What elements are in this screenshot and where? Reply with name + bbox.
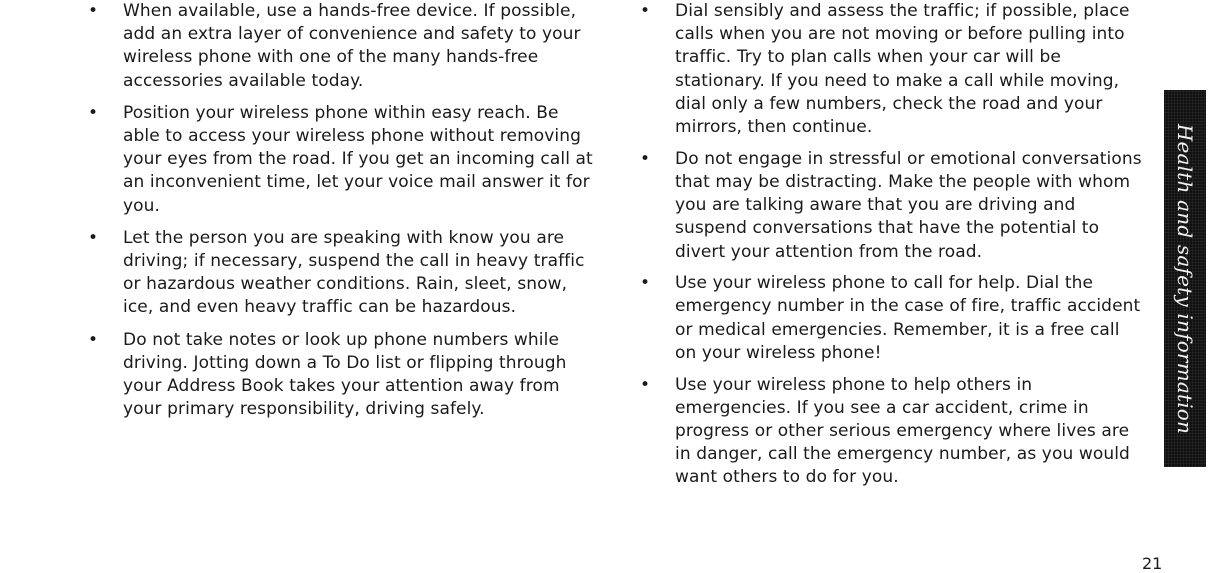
- list-item: • Use your wireless phone to help others in emergencies. If you see a car accident, crime in progress or other serious emergency where lives are in danger, call the emergency number, as you would want others to do for you.: [640, 374, 1145, 490]
- list-item: • Do not take notes or look up phone numbers while driving. Jotting down a To Do list or flipping through your Address Book takes your attention away from your primary responsibility, driving safely.: [88, 329, 593, 422]
- right-bullet-list: [640, 0, 1145, 498]
- list-item: • Position your wireless phone within easy reach. Be able to access your wireless phone without removing your eyes from the road. If you get an incoming call at an inconvenient time, let your voice mail answer it for you.: [88, 102, 593, 218]
- list-item: • Do not engage in stressful or emotional conversations that may be distracting. Make the people with whom you are talking aware that you are driving and suspend conversations that have the potential to divert your attention from the road.: [640, 148, 1145, 264]
- list-item: • Use your wireless phone to call for help. Dial the emergency number in the case of fire, traffic accident or medical emergencies. Remember, it is a free call on your wireless phone!: [640, 272, 1145, 365]
- list-item: • Dial sensibly and assess the traffic; if possible, place calls when you are not moving or before pulling into traffic. Try to plan calls when your car will be stationary. If you need to make a call while moving, dial only a few numbers, check the road and your mirrors, then continue.: [640, 0, 1145, 139]
- section-tab: [1164, 90, 1206, 467]
- list-item: • Let the person you are speaking with know you are driving; if necessary, suspend the call in heavy traffic or hazardous weather conditions. Rain, sleet, snow, ice, and even heavy traffic can be hazardous.: [88, 227, 593, 320]
- list-item: • When available, use a hands-free device. If possible, add an extra layer of convenience and safety to your wireless phone with one of the many hands-free accessories available today.: [88, 0, 593, 93]
- section-tab-label: Health and safety information: [1173, 123, 1197, 434]
- page-number: 21: [1142, 554, 1163, 573]
- left-bullet-list: [88, 0, 593, 430]
